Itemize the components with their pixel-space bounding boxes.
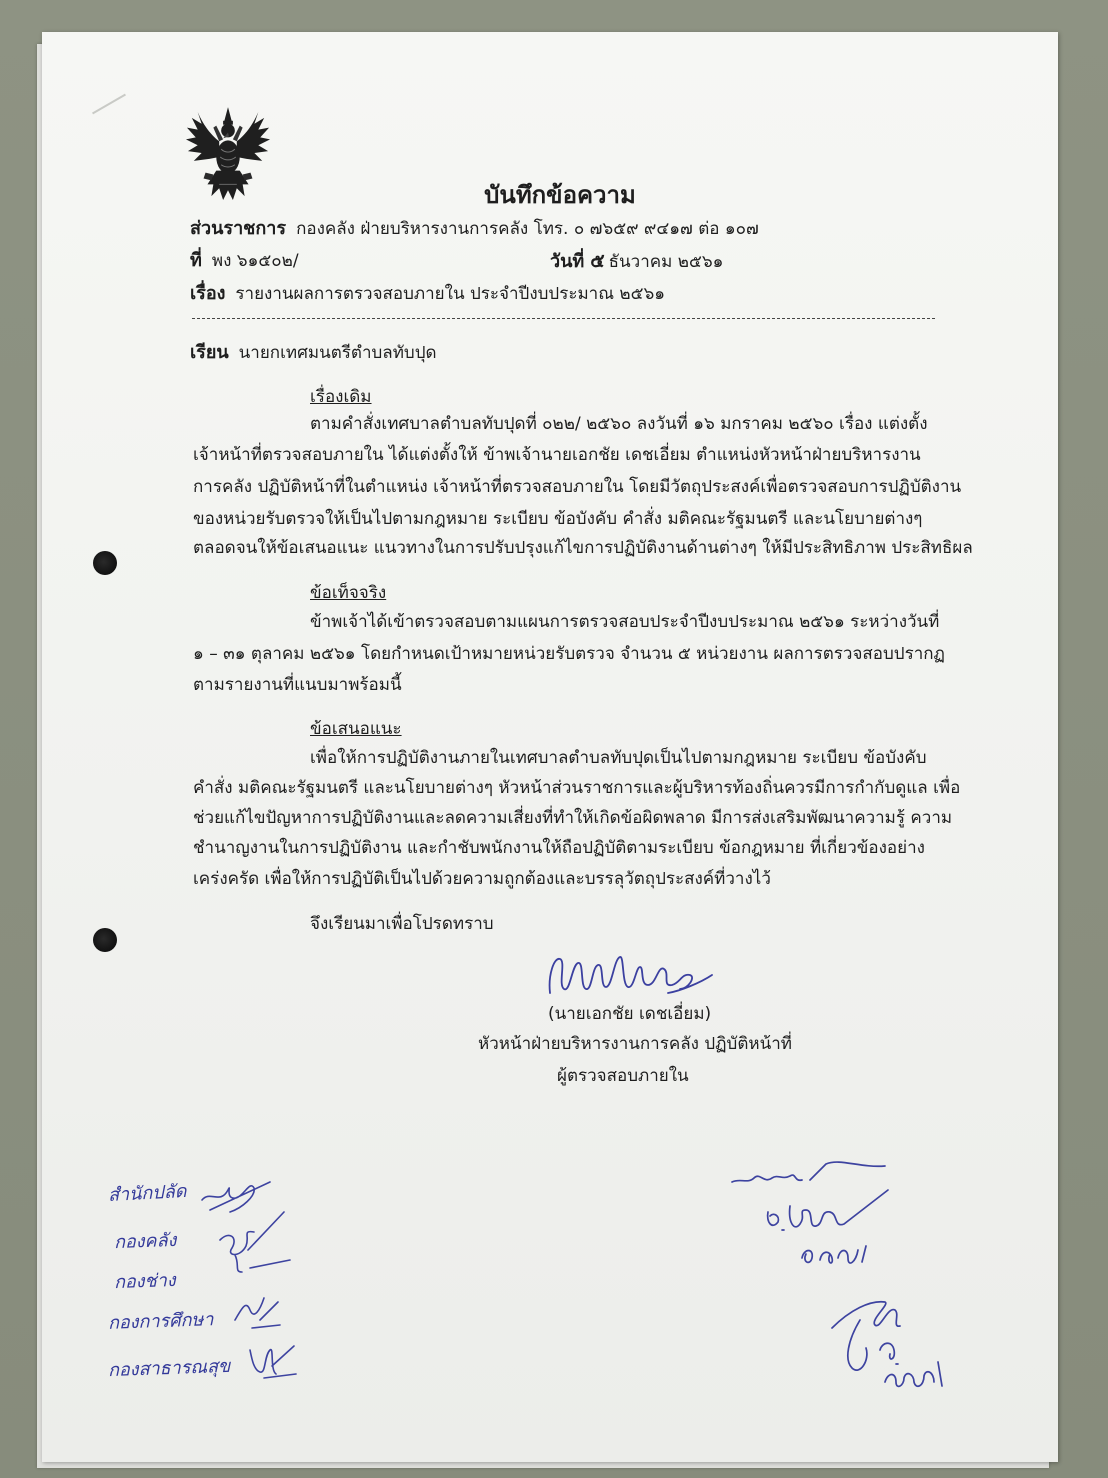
- body-line: การคลัง ปฏิบัติหน้าที่ในตำแหน่ง เจ้าหน้าที่ตรวจสอบภายใน โดยมีวัตถุประสงค์เพื่อตรวจสอบการปฏิบัติงาน: [193, 477, 962, 497]
- punch-hole: [93, 928, 117, 952]
- handwritten-signature: [540, 945, 720, 1000]
- punch-hole: [93, 551, 117, 575]
- body-line: ของหน่วยรับตรวจให้เป็นไปตามกฎหมาย ระเบียบ ข้อบังคับ คำสั่ง มติคณะรัฐมนตรี และนโยบายต่างๆ: [193, 509, 923, 529]
- routing-note: กองสาธารณสุข: [107, 1355, 231, 1382]
- date-line: [550, 250, 723, 273]
- agency-value: กองคลัง ฝ่ายบริหารงานการคลัง โทร. ๐ ๗๖๕๙ ๙๔๑๗ ต่อ ๑๐๗: [296, 219, 759, 239]
- routing-note: กองคลัง: [113, 1229, 177, 1254]
- section-heading-recommendations: ข้อเสนอแนะ: [310, 719, 402, 739]
- routing-note: กองช่าง: [113, 1269, 176, 1294]
- body-line: เพื่อให้การปฏิบัติงานภายในเทศบาลตำบลทับปุดเป็นไปตามกฎหมาย ระเบียบ ข้อบังคับ: [310, 748, 927, 768]
- signatory-name: (นายเอกชัย เดชเอี่ยม): [548, 1004, 712, 1024]
- closing-line: จึงเรียนมาเพื่อโปรดทราบ: [310, 914, 494, 934]
- addressee-line: [190, 342, 437, 364]
- approval-signatures: [720, 1150, 970, 1410]
- subject-line: [190, 283, 665, 305]
- agency-line: [190, 218, 759, 240]
- body-line: ช่วยแก้ไขปัญหาการปฏิบัติงานและลดความเสี่ยงที่ทำให้เกิดข้อผิดพลาด มีการส่งเสริมพัฒนาความรู้ ความ: [193, 808, 953, 828]
- body-line: ตลอดจนให้ข้อเสนอแนะ แนวทางในการปรับปรุงแก้ไขการปฏิบัติงานด้านต่างๆ ให้มีประสิทธิภาพ ประสิทธิผล: [193, 538, 973, 558]
- reference-line: [190, 250, 299, 272]
- agency-label: ส่วนราชการ: [190, 218, 287, 239]
- routing-note: กองการศึกษา: [107, 1309, 214, 1334]
- body-line: คำสั่ง มติคณะรัฐมนตรี และนโยบายต่างๆ หัวหน้าส่วนราชการและผู้บริหารท้องถิ่นควรมีการกำกับดูแล เพื่อ: [193, 778, 961, 798]
- date-day: ๕: [590, 250, 605, 272]
- body-line: เจ้าหน้าที่ตรวจสอบภายใน ได้แต่งตั้งให้ ข้าพเจ้านายเอกชัย เดชเอี่ยม ตำแหน่งหัวหน้าฝ่ายบริหารงาน: [193, 445, 921, 465]
- section-heading-facts: ข้อเท็จจริง: [310, 583, 387, 603]
- signatory-position: หัวหน้าฝ่ายบริหารงานการคลัง ปฏิบัติหน้าที่: [478, 1034, 792, 1054]
- garuda-emblem: [184, 106, 272, 204]
- routing-initials: [180, 1160, 320, 1400]
- dashed-divider: [192, 318, 935, 319]
- body-line: เคร่งครัด เพื่อให้การปฏิบัติเป็นไปด้วยความถูกต้องและบรรลุวัตถุประสงค์ที่วางไว้: [193, 869, 771, 889]
- subject-label: เรื่อง: [190, 283, 226, 304]
- body-line: ชำนาญงานในการปฏิบัติงาน และกำชับพนักงานให้ถือปฏิบัติตามระเบียบ ข้อกฎหมาย ที่เกี่ยวข้องอย่าง: [193, 838, 925, 858]
- subject-value: รายงานผลการตรวจสอบภายใน ประจำปีงบประมาณ ๒๕๖๑: [235, 284, 666, 304]
- body-line: ตามรายงานที่แนบมาพร้อมนี้: [193, 675, 402, 695]
- addressee-value: นายกเทศมนตรีตำบลทับปุด: [238, 343, 437, 363]
- body-line: ข้าพเจ้าได้เข้าตรวจสอบตามแผนการตรวจสอบประจำปีงบประมาณ ๒๕๖๑ ระหว่างวันที่: [310, 612, 940, 632]
- section-heading-background: เรื่องเดิม: [310, 387, 372, 407]
- reference-label: ที่: [190, 250, 202, 271]
- reference-value: พง ๖๑๕๐๒/: [211, 251, 299, 271]
- date-month-year: ธันวาคม ๒๕๖๑: [608, 252, 724, 272]
- date-label: วันที่: [550, 251, 585, 272]
- signatory-role: ผู้ตรวจสอบภายใน: [557, 1066, 689, 1086]
- routing-note: สำนักปลัด: [107, 1180, 187, 1207]
- body-line: ตามคำสั่งเทศบาลตำบลทับปุดที่ ๐๒๒/ ๒๕๖๐ ลงวันที่ ๑๖ มกราคม ๒๕๖๐ เรื่อง แต่งตั้ง: [310, 414, 928, 434]
- body-line: ๑ – ๓๑ ตุลาคม ๒๕๖๑ โดยกำหนดเป้าหมายหน่วยรับตรวจ จำนวน ๕ หน่วยงาน ผลการตรวจสอบปรากฏ: [193, 644, 945, 664]
- memo-title: บันทึกข้อความ: [484, 181, 636, 209]
- addressee-label: เรียน: [190, 342, 229, 363]
